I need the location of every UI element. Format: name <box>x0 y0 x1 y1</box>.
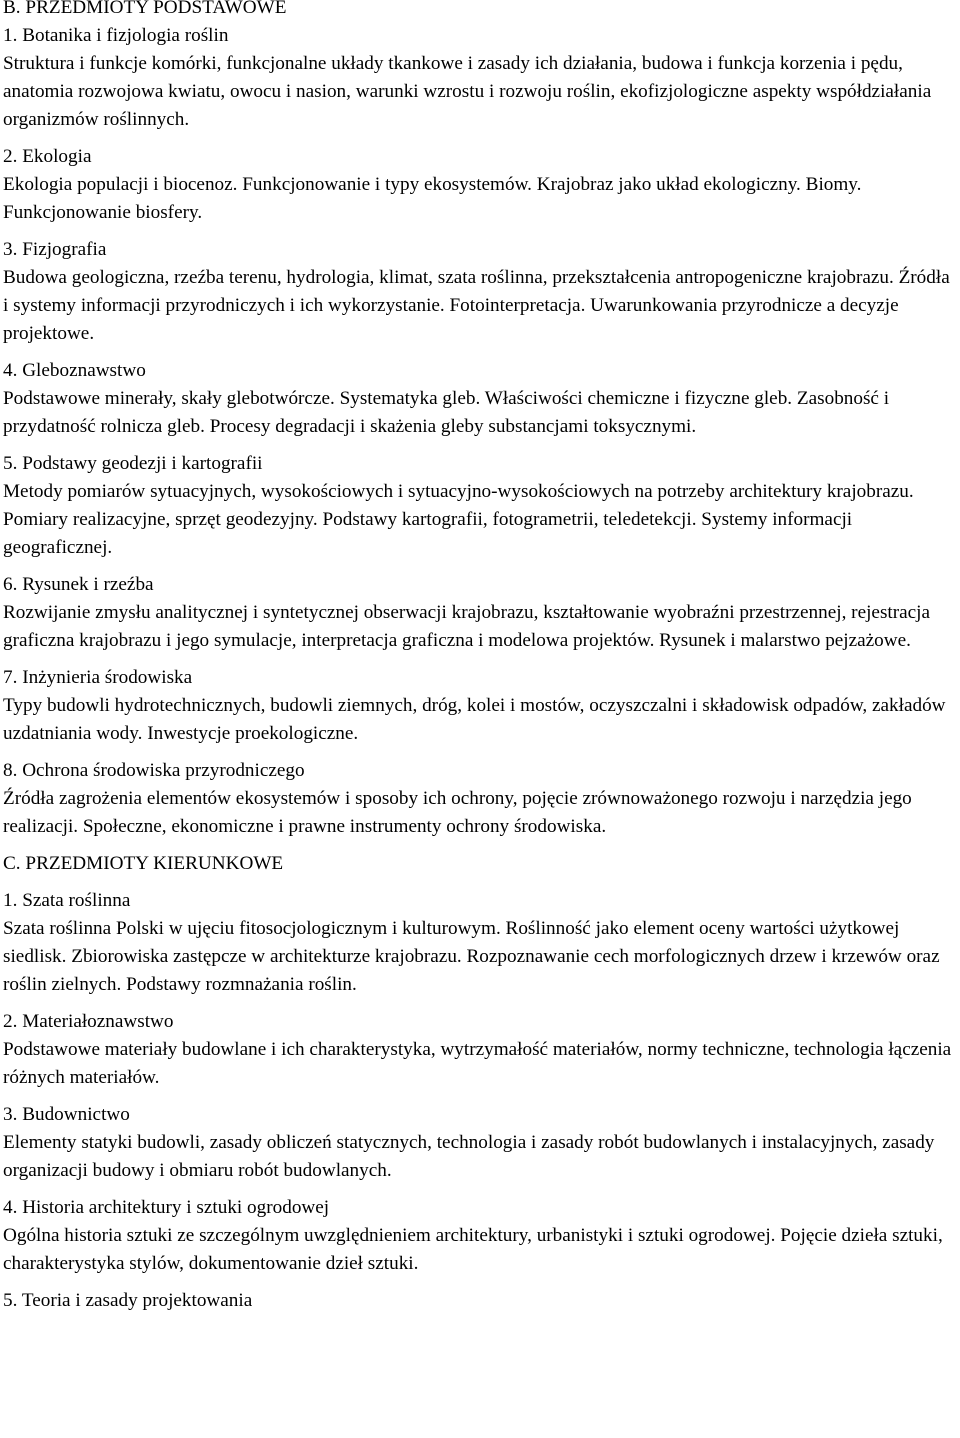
subject-vegetation <box>3 887 957 999</box>
subject-description: Budowa geologiczna, rzeźba terenu, hydrologia, klimat, szata roślinna, przekształcenia antropogeniczne krajobrazu. Źródła i systemy informacji przyrodniczych i ich wykorzystanie. Fotointerpretacja. Uwarunkowania przyrodnicze a decyzje projektowe. <box>3 267 950 344</box>
subject-construction <box>3 1101 957 1185</box>
subject-description: Typy budowli hydrotechnicznych, budowli ziemnych, dróg, kolei i mostów, oczyszczalni i składowisk odpadów, zakładów uzdatniania wody. Inwestycje proekologiczne. <box>3 695 946 744</box>
subject-description: Ogólna historia sztuki ze szczególnym uwzględnieniem architektury, urbanistyki i sztuki ogrodowej. Pojęcie dzieła sztuki, charakterystyka stylów, dokumentowanie dzieł sztuki. <box>3 1225 943 1274</box>
subject-environmental-engineering <box>3 664 957 748</box>
document-page <box>3 0 957 1324</box>
section-major-subjects <box>3 850 957 1315</box>
subject-description: Ekologia populacji i biocenoz. Funkcjonowanie i typy ekosystemów. Krajobraz jako układ ekologiczny. Biomy. Funkcjonowanie biosfery. <box>3 174 862 223</box>
subject-description: Podstawowe materiały budowlane i ich charakterystyka, wytrzymałość materiałów, normy techniczne, technologia łączenia różnych materiałów. <box>3 1039 952 1088</box>
subject-title: 7. Inżynieria środowiska <box>3 667 193 688</box>
subject-description: Podstawowe minerały, skały glebotwórcze. Systematyka gleb. Właściwości chemiczne i fizyczne gleb. Zasobność i przydatność rolnicza gleb. Procesy degradacji i skażenia gleby substancjami toksycznymi. <box>3 388 890 437</box>
subject-ecology <box>3 143 957 227</box>
subject-geodesy <box>3 450 957 562</box>
subject-materials-science <box>3 1008 957 1092</box>
subject-soil-science <box>3 357 957 441</box>
subject-description: Szata roślinna Polski w ujęciu fitosocjologicznym i kulturowym. Roślinność jako element oceny wartości użytkowej siedlisk. Zbiorowiska zastępcze w architekturze krajobrazu. Rozpoznawanie cech morfologicznych drzew i krzewów oraz roślin zielnych. Podstawy rozmnażania roślin. <box>3 918 940 995</box>
subject-title: 2. Ekologia <box>3 146 92 167</box>
subject-title: 4. Historia architektury i sztuki ogrodowej <box>3 1197 330 1218</box>
subject-title: 6. Rysunek i rzeźba <box>3 574 154 595</box>
subject-title: 3. Fizjografia <box>3 239 107 260</box>
subject-title: 3. Budownictwo <box>3 1104 130 1125</box>
subject-architecture-history <box>3 1194 957 1278</box>
section-heading: B. PRZEDMIOTY PODSTAWOWE <box>3 0 287 18</box>
subject-title: 5. Teoria i zasady projektowania <box>3 1290 253 1311</box>
subject-drawing-sculpture <box>3 571 957 655</box>
subject-botany <box>3 22 957 134</box>
subject-physiography <box>3 236 957 348</box>
section-heading: C. PRZEDMIOTY KIERUNKOWE <box>3 853 284 874</box>
subject-environmental-protection <box>3 757 957 841</box>
subject-title: 8. Ochrona środowiska przyrodniczego <box>3 760 305 781</box>
section-basic-subjects <box>3 0 957 841</box>
subject-description: Elementy statyki budowli, zasady obliczeń statycznych, technologia i zasady robót budowlanych i instalacyjnych, zasady organizacji budowy i obmiaru robót budowlanych. <box>3 1132 935 1181</box>
subject-title: 1. Botanika i fizjologia roślin <box>3 25 229 46</box>
subject-description: Metody pomiarów sytuacyjnych, wysokościowych i sytuacyjno-wysokościowych na potrzeby architektury krajobrazu. Pomiary realizacyjne, sprzęt geodezyjny. Podstawy kartografii, fotogrametrii, teledetekcji. Systemy informacji geograficznej. <box>3 481 914 558</box>
subject-design-theory <box>3 1287 957 1315</box>
subject-description: Źródła zagrożenia elementów ekosystemów i sposoby ich ochrony, pojęcie zrównoważonego rozwoju i narzędzia jego realizacji. Społeczne, ekonomiczne i prawne instrumenty ochrony środowiska. <box>3 788 912 837</box>
subject-description: Struktura i funkcje komórki, funkcjonalne układy tkankowe i zasady ich działania, budowa i funkcja korzenia i pędu, anatomia rozwojowa kwiatu, owocu i nasion, warunki wzrostu i rozwoju roślin, ekofizjologiczne aspekty współdziałania organizmów roślinnych. <box>3 53 932 130</box>
subject-title: 5. Podstawy geodezji i kartografii <box>3 453 263 474</box>
subject-title: 4. Gleboznawstwo <box>3 360 146 381</box>
subject-title: 1. Szata roślinna <box>3 890 131 911</box>
subject-description: Rozwijanie zmysłu analitycznej i syntetycznej obserwacji krajobrazu, kształtowanie wyobraźni przestrzennej, rejestracja graficzna krajobrazu i jego symulacje, interpretacja graficzna i modelowa projektów. Rysunek i malarstwo pejzażowe. <box>3 602 931 651</box>
subject-title: 2. Materiałoznawstwo <box>3 1011 174 1032</box>
